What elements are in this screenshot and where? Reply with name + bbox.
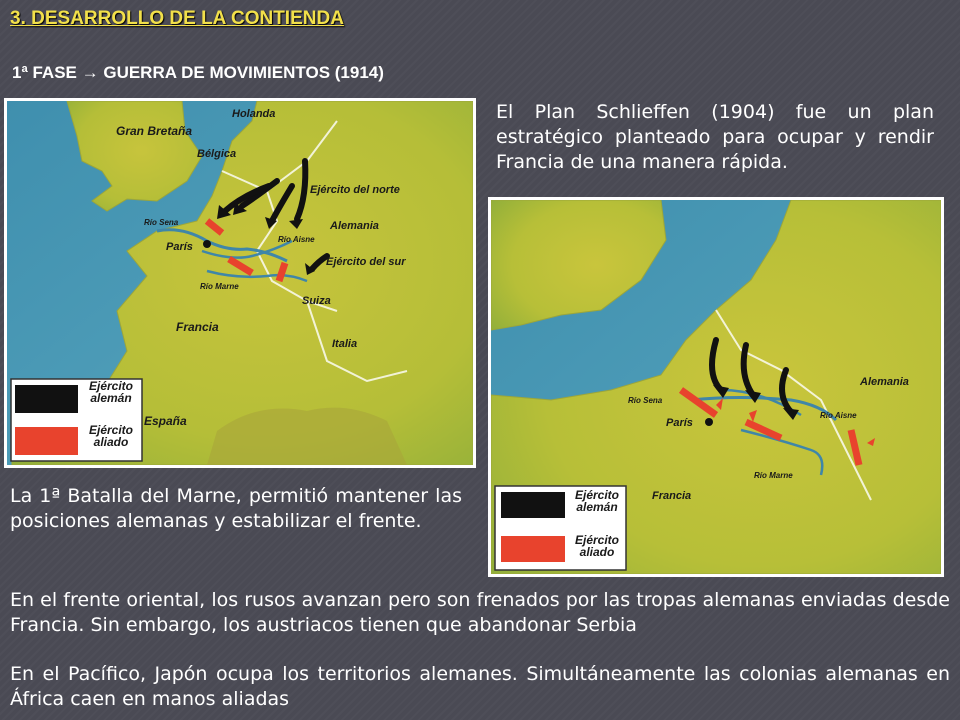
label-rio-sena: Río Sena — [628, 396, 663, 405]
label-espana: España — [144, 414, 187, 428]
map2-labels — [488, 197, 944, 577]
label-rio-marne: Río Marne — [200, 282, 239, 291]
label-italia: Italia — [332, 338, 358, 350]
label-gran-bretana: Gran Bretaña — [116, 124, 193, 138]
arrow-icon: → — [81, 63, 99, 82]
section-heading: 3. DESARROLLO DE LA CONTIENDA — [10, 8, 344, 29]
pacific-text: En el Pacífico, Japón ocupa los territorios alemanes. Simultáneamente las colonias alemanas en África caen en manos aliadas — [10, 663, 950, 710]
map-schlieffen-plan — [4, 98, 476, 468]
map-marne-battle — [488, 197, 944, 577]
map1-labels — [4, 98, 476, 468]
legend-allied-label: Ejército aliado — [574, 533, 619, 559]
legend-german-label: Ejército alemán — [88, 379, 133, 405]
label-francia: Francia — [176, 320, 219, 334]
oriental-front-text: En el frente oriental, los rusos avanzan pero son frenados por las tropas alemanas enviadas desde Francia. Sin embargo, los austriacos tienen que abandonar Serbia — [10, 589, 950, 636]
label-suiza: Suiza — [302, 295, 331, 307]
label-ejercito-sur: Ejército del sur — [326, 256, 406, 268]
label-paris: París — [166, 241, 193, 253]
label-rio-aisne: Río Aisne — [278, 235, 315, 244]
legend-allied-label: Ejército aliado — [88, 423, 133, 449]
label-paris: París — [666, 417, 693, 429]
phase-title — [12, 63, 384, 83]
label-rio-aisne: Río Aisne — [820, 411, 857, 420]
label-rio-sena: Río Sena — [144, 218, 179, 227]
phase-prefix: 1ª FASE — [12, 63, 77, 82]
label-alemania: Alemania — [860, 376, 909, 388]
legend-german-label: Ejército alemán — [574, 488, 619, 514]
label-alemania: Alemania — [330, 220, 379, 232]
phase-text: GUERRA DE MOVIMIENTOS (1914) — [103, 63, 384, 82]
label-belgica: Bélgica — [197, 148, 237, 160]
marne-text: La 1ª Batalla del Marne, permitió mantener las posiciones alemanas y estabilizar el frente. — [10, 485, 462, 532]
label-francia: Francia — [652, 490, 692, 502]
plan-schlieffen-text: El Plan Schlieffen (1904) fue un plan estratégico planteado para ocupar y rendir Francia de una manera rápida. — [496, 101, 934, 173]
label-ejercito-norte: Ejército del norte — [310, 184, 400, 196]
label-holanda: Holanda — [232, 108, 276, 120]
label-rio-marne: Río Marne — [754, 471, 793, 480]
